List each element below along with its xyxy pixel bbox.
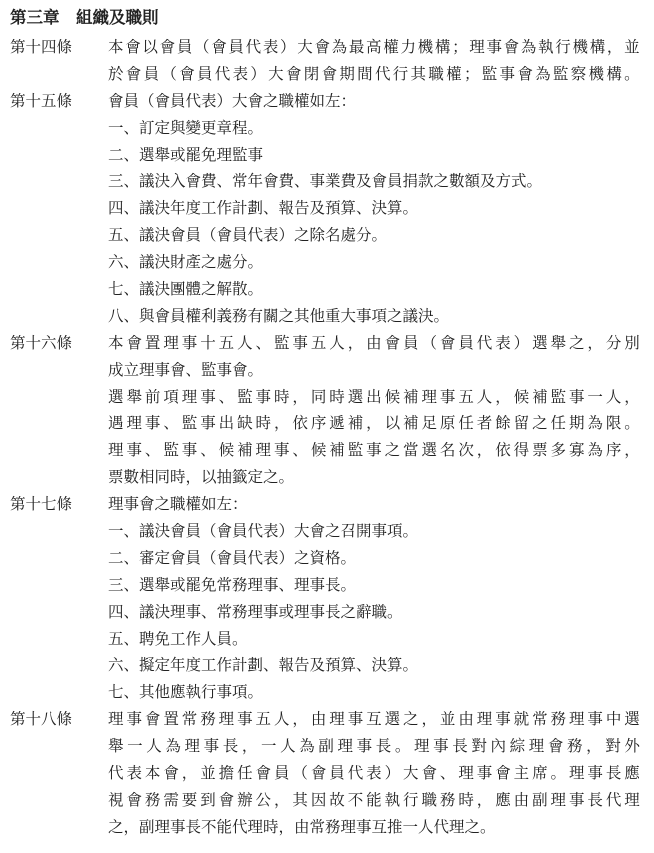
chapter-title: 第三章 組織及職則	[10, 8, 159, 27]
article	[10, 88, 654, 330]
article	[10, 491, 654, 706]
article-line: 選 舉 前 項 理 事 、 監 事 時 ， 同 時 選 出 候 補 理 事 五 人 ， 候 補 監 事 一 人 ，	[108, 387, 640, 406]
article-number: 第十六條	[10, 333, 73, 352]
article-line: 七、其他應執行事項。	[108, 683, 264, 702]
article-line: 三、選舉或罷免常務理事、理事長。	[108, 575, 357, 594]
article-line: 八、與會員權利義務有關之其他重大事項之議決。	[108, 306, 450, 325]
article-number: 第十七條	[10, 495, 73, 514]
article-line: 六、議決財產之處分。	[108, 253, 264, 272]
article-line: 理 事 、 監 事 、 候 補 理 事 、 候 補 監 事 之 當 選 名 次 ， 依 得 票 多 寡 為 序 ，	[108, 441, 640, 460]
article-line: 代 表 本 會 ， 並 擔 任 會 員 （ 會 員 代 表 ） 大 會 、 理 事 會 主 席 。 理 事 長 應	[108, 764, 640, 783]
article-line: 一、訂定與變更章程。	[108, 118, 264, 137]
article	[10, 34, 654, 88]
article-body	[108, 34, 640, 88]
article	[10, 330, 654, 491]
article-line: 理事會之職權如左：	[108, 495, 248, 514]
article-line: 本 會 置 理 事 十 五 人 、 監 事 五 人 ， 由 會 員 （ 會 員 代 表 ） 選 舉 之 ， 分 別	[108, 333, 640, 352]
article-line: 五、議決會員（會員代表）之除名處分。	[108, 226, 388, 245]
article-number: 第十八條	[10, 710, 73, 729]
article-line: 於 會 員 （ 會 員 代 表 ） 大 會 閉 會 期 間 代 行 其 職 權 ； 監 事 會 為 監 察 機 構 。	[108, 64, 640, 83]
article-line: 一、議決會員（會員代表）大會之召開事項。	[108, 522, 419, 541]
article-line: 本 會 以 會 員 （ 會 員 代 表 ） 大 會 為 最 高 權 力 機 構 ； 理 事 會 為 執 行 機 構 ， 並	[108, 38, 640, 56]
article-line: 遇 理 事 、 監 事 出 缺 時 ， 依 序 遞 補 ， 以 補 足 原 任 者 餘 留 之 任 期 為 限 。	[108, 414, 640, 433]
article-line: 二、選舉或罷免理監事	[108, 145, 264, 164]
article-line: 三、議決入會費、常年會費、事業費及會員捐款之數額及方式。	[108, 172, 543, 191]
article-line: 舉 一 人 為 理 事 長 ， 一 人 為 副 理 事 長 。 理 事 長 對 內 綜 理 會 務 ， 對 外	[108, 737, 640, 756]
article-line: 四、議決年度工作計劃、報告及預算、決算。	[108, 199, 419, 218]
article-body	[108, 330, 640, 491]
article-line: 票數相同時，以抽籤定之。	[108, 468, 295, 487]
article-number: 第十四條	[10, 38, 73, 56]
article-line: 六、擬定年度工作計劃、報告及預算、決算。	[108, 656, 419, 675]
article-line: 視 會 務 需 要 到 會 辦 公 ， 其 因 故 不 能 執 行 職 務 時 ， 應 由 副 理 事 長 代 理	[108, 790, 640, 809]
article-line: 七、議決團體之解散。	[108, 280, 264, 299]
article-line: 四、議決理事、常務理事或理事長之辭職。	[108, 602, 403, 621]
article-body	[108, 491, 640, 706]
article-line: 成立理事會、監事會。	[108, 360, 264, 379]
article-number: 第十五條	[10, 91, 73, 110]
article-body	[108, 88, 640, 330]
article-body	[108, 706, 640, 840]
article-line: 五、聘免工作人員。	[108, 629, 248, 648]
article-line: 理 事 會 置 常 務 理 事 五 人 ， 由 理 事 互 選 之 ， 並 由 理 事 就 常 務 理 事 中 選	[108, 710, 640, 729]
article-line: 二、審定會員（會員代表）之資格。	[108, 548, 357, 567]
article-line: 之，副理事長不能代理時，由常務理事互推一人代理之。	[108, 817, 496, 836]
article-line: 會員（會員代表）大會之職權如左：	[108, 91, 357, 110]
articles-list	[10, 34, 654, 841]
article	[10, 706, 654, 840]
